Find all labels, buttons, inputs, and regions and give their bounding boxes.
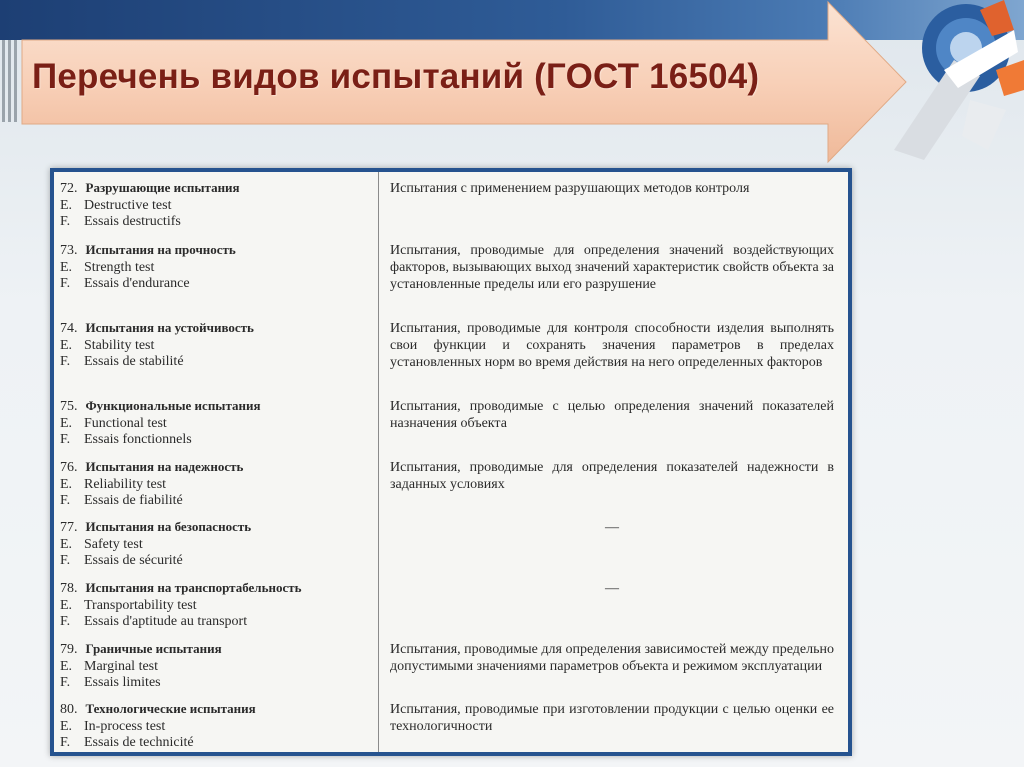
lang-label: E. <box>60 536 73 552</box>
lang-label: E. <box>60 197 73 213</box>
gost-table-frame <box>50 168 852 756</box>
term-french: Essais de stabilité <box>84 354 184 369</box>
term-title: Испытания на прочность <box>85 242 236 257</box>
lang-label: E. <box>60 415 73 431</box>
term-french: Essais destructifs <box>84 214 181 229</box>
term-number: 79. <box>60 642 78 657</box>
term-cell <box>60 519 376 570</box>
term-number: 80. <box>60 702 78 717</box>
lang-label: F. <box>60 553 71 568</box>
term-cell <box>60 242 376 293</box>
term-number: 76. <box>60 460 78 475</box>
definition-cell: Испытания, проводимые с целью определения значений показателей назначения объекта <box>390 399 834 431</box>
term-title: Разрушающие испытания <box>85 180 240 195</box>
lang-label: E. <box>60 597 73 613</box>
definition-cell: Испытания, проводимые для контроля способности изделия выполнять свои функции и сохранять значения параметров в пределах установленных норм во время действия на него определенных факторов <box>390 321 834 370</box>
term-cell <box>60 580 376 631</box>
definition-cell: Испытания, проводимые для определения показателей надежности в заданных условиях <box>390 460 834 492</box>
term-english: Marginal test <box>84 658 159 674</box>
slide-title: Перечень видов испытаний (ГОСТ 16504) <box>32 57 760 96</box>
term-title: Испытания на безопасность <box>85 519 252 534</box>
term-title: Испытания на транспортабельность <box>85 580 302 595</box>
definition-cell: Испытания, проводимые при изготовлении продукции с целью оценки ее технологичности <box>390 702 834 734</box>
lang-label: F. <box>60 432 71 447</box>
lang-label: E. <box>60 337 73 353</box>
term-number: 77. <box>60 520 78 535</box>
lang-label: E. <box>60 718 73 734</box>
term-cell <box>60 180 376 231</box>
definition-cell: Испытания, проводимые для определения зависимостей между предельно допустимыми значениями параметров объекта и режимом эксплуатации <box>390 642 834 674</box>
term-english: Strength test <box>84 259 155 275</box>
term-title: Граничные испытания <box>85 641 222 656</box>
gost-table <box>54 172 848 752</box>
term-number: 73. <box>60 243 78 258</box>
term-number: 75. <box>60 399 78 414</box>
term-french: Essais d'aptitude au transport <box>84 614 248 629</box>
term-english: In-process test <box>84 718 166 734</box>
term-number: 78. <box>60 581 78 596</box>
term-number: 72. <box>60 181 78 196</box>
term-title: Испытания на устойчивость <box>85 320 254 335</box>
term-french: Essais de fiabilité <box>84 493 183 508</box>
term-title: Испытания на надежность <box>85 459 244 474</box>
term-french: Essais de sécurité <box>84 553 183 568</box>
lang-label: F. <box>60 735 71 750</box>
term-english: Transportability test <box>84 597 197 613</box>
term-cell <box>60 701 376 752</box>
term-number: 74. <box>60 321 78 336</box>
lang-label: F. <box>60 493 71 508</box>
term-english: Stability test <box>84 337 155 353</box>
term-cell <box>60 459 376 510</box>
lang-label: F. <box>60 214 71 229</box>
lang-label: E. <box>60 259 73 275</box>
term-cell <box>60 641 376 692</box>
term-cell <box>60 398 376 449</box>
term-french: Essais limites <box>84 675 161 690</box>
definition-cell: — <box>605 581 619 596</box>
term-french: Essais d'endurance <box>84 276 190 291</box>
column-divider <box>378 172 379 752</box>
term-title: Функциональные испытания <box>85 398 261 413</box>
term-english: Safety test <box>84 536 143 552</box>
term-english: Functional test <box>84 415 167 431</box>
definition-cell: Испытания с применением разрушающих методов контроля <box>390 181 750 196</box>
definition-cell: Испытания, проводимые для определения значений воздействующих факторов, вызывающих выход значений характеристик свойств объекта за установленные пределы или его разрушение <box>390 243 834 292</box>
lang-label: F. <box>60 354 71 369</box>
lang-label: E. <box>60 658 73 674</box>
lang-label: F. <box>60 675 71 690</box>
term-english: Destructive test <box>84 197 172 213</box>
term-french: Essais de technicité <box>84 735 194 750</box>
term-english: Reliability test <box>84 476 167 492</box>
definition-cell: — <box>605 520 619 535</box>
term-cell <box>60 320 376 371</box>
term-title: Технологические испытания <box>85 701 256 716</box>
logo-icon <box>884 0 1024 160</box>
lang-label: F. <box>60 614 71 629</box>
lang-label: E. <box>60 476 73 492</box>
lang-label: F. <box>60 276 71 291</box>
term-french: Essais fonctionnels <box>84 432 192 447</box>
